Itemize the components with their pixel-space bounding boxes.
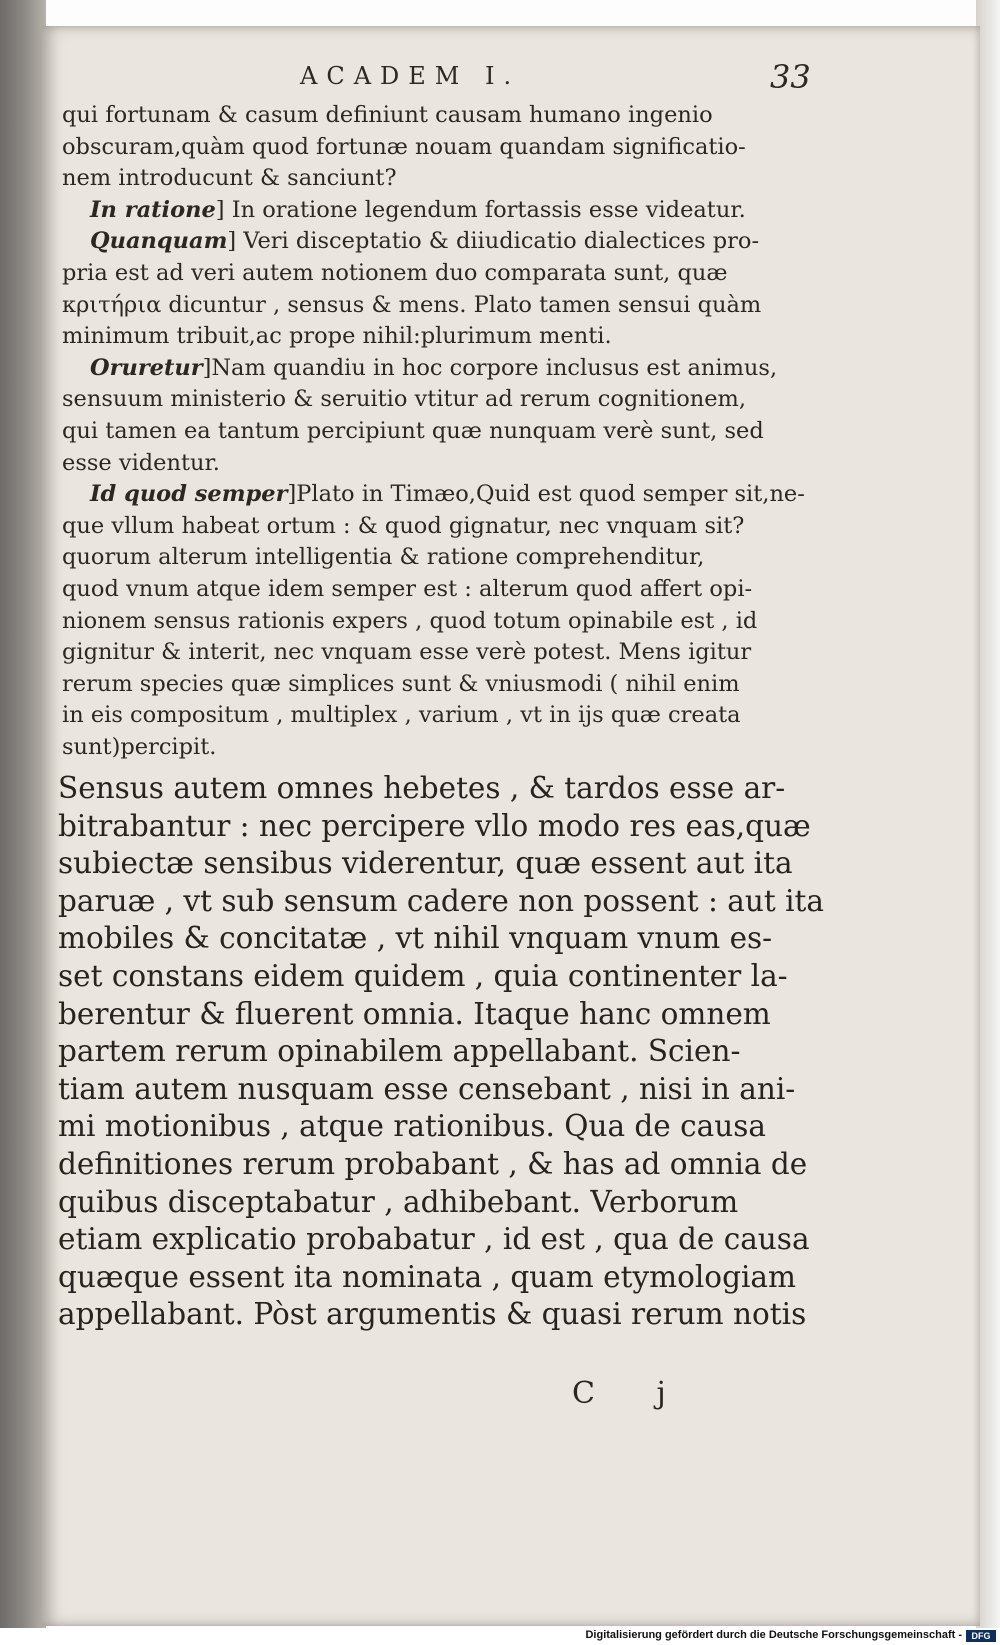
commentary-text: esse videntur. bbox=[62, 449, 220, 476]
commentary-text: qui fortunam & casum definiunt causam humano ingenio bbox=[62, 102, 713, 128]
commentary-text: quorum alterum intelligentia & ratione comprehenditur, bbox=[62, 544, 705, 571]
commentary-text: minimum tribuit,ac prope nihil:plurimum menti. bbox=[62, 323, 612, 350]
commentary-line bbox=[62, 384, 800, 416]
commentary-lemma: In ratione bbox=[90, 196, 216, 223]
commentary-text: que vllum habeat ortum : & quod gignatur, nec vnquam sit? bbox=[62, 512, 745, 539]
commentary-line bbox=[62, 542, 800, 574]
commentary-line bbox=[62, 321, 800, 353]
commentary-text: qui tamen ea tantum percipiunt quæ nunquam verè sunt, sed bbox=[62, 417, 764, 444]
commentary-lemma: Quanquam bbox=[90, 228, 228, 255]
commentary-line bbox=[62, 163, 800, 195]
commentary-text: pria est ad veri autem notionem duo comparata sunt, quæ bbox=[62, 259, 728, 286]
main-text-line: quibus disceptabatur , adhibebant. Verborum bbox=[58, 1184, 739, 1219]
commentary-text: nionem sensus rationis expers , quod totum opinabile est , id bbox=[62, 607, 758, 634]
commentary-line bbox=[62, 100, 800, 132]
commentary-line bbox=[62, 479, 805, 511]
commentary-line bbox=[62, 353, 800, 385]
commentary-line bbox=[62, 700, 800, 732]
commentary-paragraph bbox=[62, 353, 800, 479]
book-spine-shadow bbox=[0, 0, 46, 1628]
commentary-paragraph bbox=[62, 479, 805, 763]
commentary-text: gignitur & interit, nec vnquam esse verè potest. Mens igitur bbox=[62, 639, 752, 666]
commentary-line bbox=[62, 669, 800, 701]
commentary-text: ]Plato in Timæo,Quid est quod semper sit,ne- bbox=[287, 481, 805, 508]
main-text-line: partem rerum opinabilem appellabant. Scien- bbox=[58, 1034, 741, 1069]
main-text-block bbox=[58, 770, 824, 1334]
main-text-line: subiectæ sensibus viderentur, quæ essent aut ita bbox=[58, 846, 793, 881]
commentary-text: quod vnum atque idem semper est : alterum quod affert opi- bbox=[62, 575, 753, 602]
commentary-line bbox=[62, 226, 800, 258]
commentary-line bbox=[62, 132, 800, 164]
dfg-logo: DFG bbox=[966, 1630, 996, 1642]
main-text-line: appellabant. Pòst argumentis & quasi rerum notis bbox=[58, 1297, 807, 1332]
commentary-paragraph bbox=[62, 100, 800, 195]
main-text-line: mobiles & concitatæ , vt nihil vnquam vnum es- bbox=[58, 921, 773, 956]
commentary-line bbox=[62, 195, 800, 227]
commentary-text: κριτήρια dicuntur , sensus & mens. Plato tamen sensui quàm bbox=[62, 291, 762, 318]
commentary-text: ]Nam quandiu in hoc corpore inclusus est animus, bbox=[202, 354, 778, 381]
commentary-paragraph bbox=[62, 195, 800, 227]
commentary-text: sensuum ministerio & seruitio vtitur ad rerum cognitionem, bbox=[62, 386, 747, 413]
commentary-text: nem introducunt & sanciunt? bbox=[62, 165, 397, 192]
main-text-line: tiam autem nusquam esse censebant , nisi in ani- bbox=[58, 1071, 796, 1106]
commentary-line bbox=[62, 732, 800, 764]
commentary-line bbox=[62, 574, 800, 606]
commentary-text: obscuram,quàm quod fortunæ nouam quandam significatio- bbox=[62, 133, 746, 160]
commentary-line bbox=[62, 637, 800, 669]
digitization-credit: Digitalisierung gefördert durch die Deutsche Forschungsgemeinschaft - bbox=[585, 1629, 962, 1641]
commentary-text: ] In oratione legendum fortassis esse videatur. bbox=[215, 196, 746, 223]
main-text-line: Sensus autem omnes hebetes , & tardos esse ar- bbox=[58, 771, 786, 805]
commentary-line bbox=[62, 290, 800, 322]
main-text-line: etiam explicatio probabatur , id est , qua de causa bbox=[58, 1222, 810, 1257]
commentary-text: ] Veri disceptatio & diiudicatio dialectices pro- bbox=[227, 228, 760, 255]
commentary-paragraph bbox=[62, 226, 800, 352]
main-text-line: bitrabantur : nec percipere vllo modo res eas,quæ bbox=[58, 808, 811, 843]
commentary-notes bbox=[62, 100, 805, 763]
page-header bbox=[300, 58, 820, 98]
commentary-lemma: Id quod semper bbox=[90, 481, 288, 508]
main-text-line: definitiones rerum probabant , & has ad omnia de bbox=[58, 1146, 808, 1181]
commentary-text: in eis compositum , multiplex , varium , vt in ijs quæ creata bbox=[62, 702, 741, 729]
commentary-line bbox=[62, 606, 800, 638]
main-text-line: mi motionibus , atque rationibus. Qua de causa bbox=[58, 1109, 766, 1144]
commentary-line bbox=[62, 258, 800, 290]
running-title: ACADEM I. bbox=[300, 62, 521, 90]
commentary-text: sunt)percipit. bbox=[62, 733, 217, 760]
main-text-line: paruæ , vt sub sensum cadere non possent : aut ita bbox=[58, 883, 824, 918]
commentary-lemma: Orиretur bbox=[90, 354, 203, 381]
page-number: 33 bbox=[770, 58, 811, 96]
commentary-line bbox=[62, 511, 800, 543]
main-text-line: berentur & fluerent omnia. Itaque hanc omnem bbox=[58, 996, 771, 1031]
main-text-line: set constans eidem quidem , quia continenter la- bbox=[58, 958, 788, 993]
commentary-line bbox=[62, 416, 800, 448]
signature-mark: C j bbox=[572, 1376, 692, 1411]
main-text-line: quæque essent ita nominata , quam etymologiam bbox=[58, 1259, 796, 1294]
commentary-text: rerum species quæ simplices sunt & vniusmodi ( nihil enim bbox=[62, 670, 740, 697]
commentary-line bbox=[62, 448, 800, 480]
